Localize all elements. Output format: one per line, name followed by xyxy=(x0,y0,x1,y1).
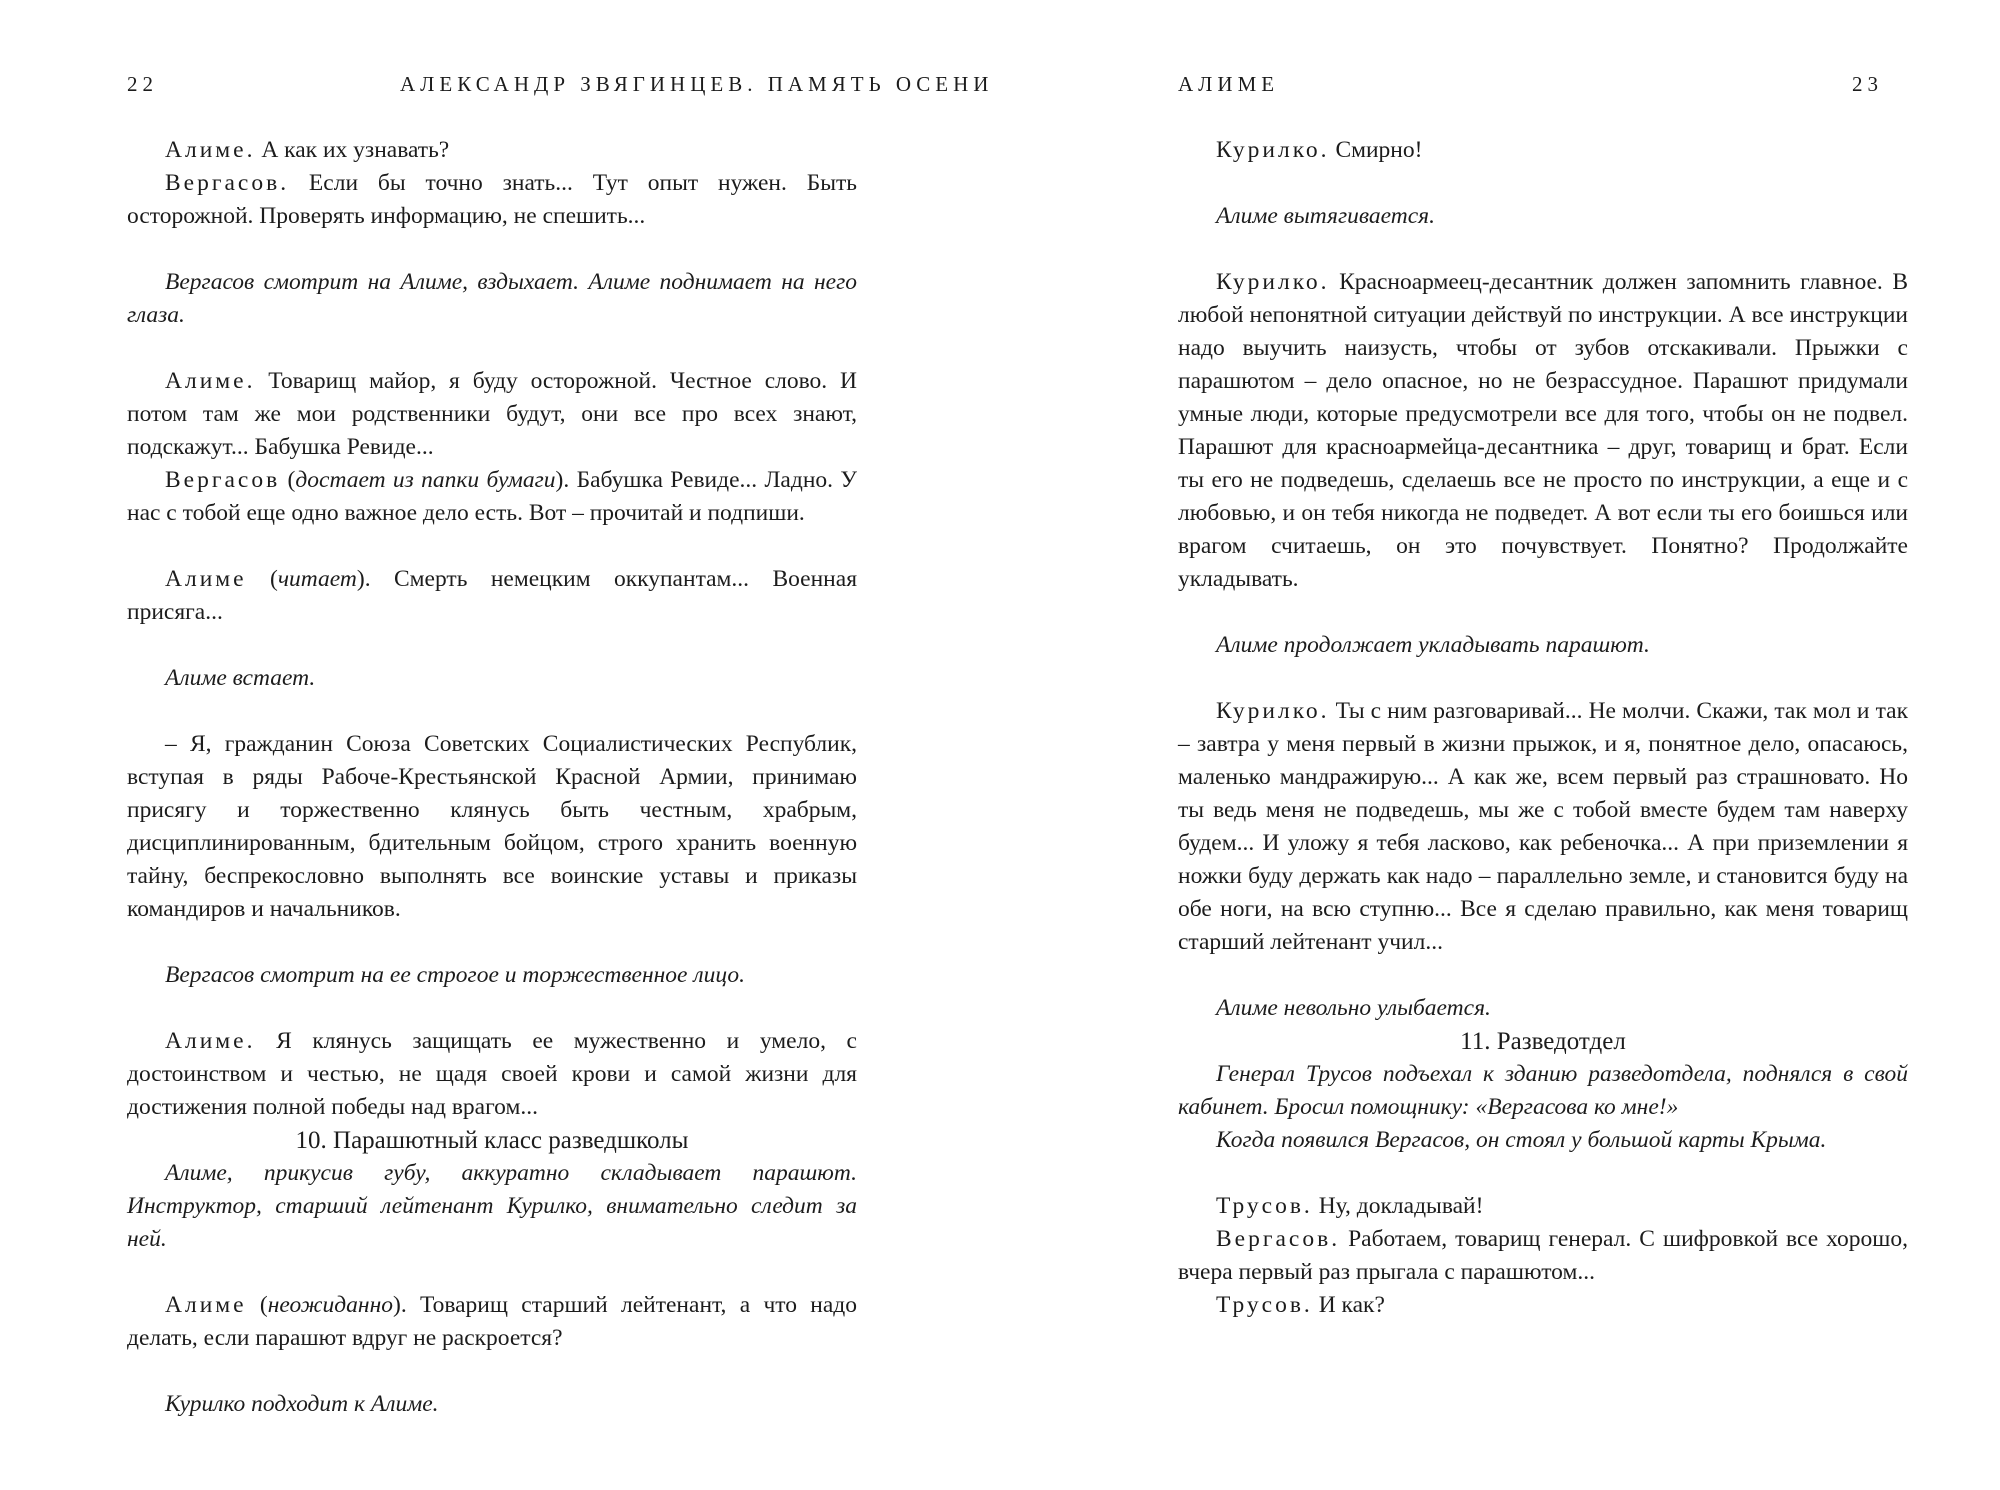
stage-remark: достает из папки бумаги xyxy=(295,467,556,493)
stage-direction: Вергасов смотрит на ее строгое и торжественное лицо. xyxy=(165,962,746,988)
dialogue-line xyxy=(1178,134,1908,167)
page-number: 23 xyxy=(1852,72,1883,96)
speech-text: Я клянусь защищать ее мужественно и умело, с достоинством и честью, не щадя своей крови и самой жизни для достижения полной победы над врагом... xyxy=(127,1028,857,1120)
dialogue-line xyxy=(1178,266,1908,596)
blank-line xyxy=(127,332,857,365)
stage-direction: Курилко подходит к Алиме. xyxy=(165,1391,439,1417)
speech-text: . Товарищ старший лейтенант, а что надо делать, если парашют вдруг не раскроется? xyxy=(127,1292,857,1351)
speech-text: А как их узнавать? xyxy=(255,137,450,163)
speech-text: Работаем, товарищ генерал. С шифровкой все хорошо, вчера первый раз прыгала с парашютом... xyxy=(1178,1226,1908,1285)
speaker-name: Курилко. xyxy=(1216,137,1330,163)
dialogue-line xyxy=(127,1025,857,1124)
speaker-name: Алиме xyxy=(165,1292,247,1318)
dialogue-line xyxy=(1178,1289,1908,1322)
speech-text: Смирно! xyxy=(1329,137,1423,163)
running-head: АЛИМЕ xyxy=(1178,72,1280,96)
oath-paragraph: – Я, гражданин Союза Советских Социалистических Республик, вступая в ряды Рабоче-Крестьянской Красной Армии, принимаю присягу и торжественно клянусь быть честным, храбрым, дисциплинированным, бдительным бойцом, строго хранить военную тайну, беспрекословно выполнять все воинские уставы и приказы командиров и начальников. xyxy=(127,731,857,922)
stage-direction: Генерал Трусов подъехал к зданию разведотдела, поднялся в свой кабинет. Бросил помощнику: «Вергасова ко мне!» xyxy=(1178,1061,1908,1120)
blank-line xyxy=(1178,959,1908,992)
blank-line xyxy=(127,992,857,1025)
stage-direction: Алиме, прикусив губу, аккуратно складывает парашют. Инструктор, старший лейтенант Курилко, внимательно следит за ней. xyxy=(127,1160,857,1252)
page-text xyxy=(1178,134,1908,1322)
speaker-name: Вергасов. xyxy=(165,170,290,196)
speaker-name: Вергасов. xyxy=(1216,1226,1341,1252)
speech-text: Товарищ майор, я буду осторожной. Честное слово. И потом там же мои родственники будут, они все про всех знают, подскажут... Бабушка Ревиде... xyxy=(127,368,857,460)
stage-direction: Алиме продолжает укладывать парашют. xyxy=(1216,632,1650,658)
blank-line xyxy=(1178,167,1908,200)
blank-line xyxy=(127,629,857,662)
speech-text: Красноармеец-десантник должен запомнить главное. В любой непонятной ситуации действуй по инструкции. А все инструкции надо выучить наизусть, чтобы от зубов отскакивали. Прыжки с парашютом – дело опасное, но не безрассудное. Парашют придумали умные люди, которые предусмотрели все для того, чтобы он не подвел. Парашют для красноармейца-десантника – друг, товарищ и брат. Если ты его не подведешь, сделаешь все не просто по инструкции, а еще и с любовью, и он тебя никогда не подведет. А вот если ты его боишься или врагом считаешь, он это почувствует. Понятно? Продолжайте укладывать. xyxy=(1178,269,1908,592)
speaker-name: Курилко. xyxy=(1216,698,1330,724)
dialogue-line xyxy=(127,167,857,233)
blank-line xyxy=(1178,596,1908,629)
page-number: 22 xyxy=(127,72,158,96)
dialogue-line: Алиме (читает). Смерть немецким оккупантам... Военная присяга... xyxy=(127,566,857,625)
stage-direction: Алиме встает. xyxy=(165,665,316,691)
section-heading: 11. Разведотдел xyxy=(1460,1028,1626,1055)
dialogue-line: Вергасов (достает из папки бумаги). Бабушка Ревиде... Ладно. У нас с тобой еще одно важное дело есть. Вот – прочитай и подпиши. xyxy=(127,467,858,526)
blank-line xyxy=(127,233,857,266)
page-text xyxy=(127,134,857,1421)
dialogue-line xyxy=(1178,1190,1908,1223)
speaker-name: Курилко. xyxy=(1216,269,1330,295)
speech-text: . Смерть немецким оккупантам... Военная присяга... xyxy=(127,566,857,625)
speaker-name: Алиме. xyxy=(165,137,256,163)
blank-line xyxy=(127,926,857,959)
dialogue-line xyxy=(127,134,857,167)
dialogue-line xyxy=(1178,695,1908,959)
dialogue-line xyxy=(1178,1223,1908,1289)
speaker-name: Вергасов xyxy=(165,467,281,493)
stage-direction: Алиме вытягивается. xyxy=(1216,203,1435,229)
speech-text: . Бабушка Ревиде... Ладно. У нас с тобой еще одно важное дело есть. Вот – прочитай и подпиши. xyxy=(127,467,858,526)
stage-direction: Алиме невольно улыбается. xyxy=(1216,995,1491,1021)
stage-remark: читает xyxy=(277,566,357,592)
speaker-name: Трусов. xyxy=(1216,1193,1313,1219)
dialogue-line: Алиме (неожиданно). Товарищ старший лейтенант, а что надо делать, если парашют вдруг не раскроется? xyxy=(127,1292,857,1351)
speaker-name: Алиме xyxy=(165,566,247,592)
blank-line xyxy=(1178,662,1908,695)
blank-line xyxy=(127,530,857,563)
blank-line xyxy=(1178,1157,1908,1190)
blank-line xyxy=(127,1355,857,1388)
blank-line xyxy=(127,1256,857,1289)
dialogue-line xyxy=(127,365,857,464)
stage-remark: неожиданно xyxy=(267,1292,393,1318)
right-page xyxy=(1000,0,2000,1490)
blank-line xyxy=(1178,233,1908,266)
speech-text: Если бы точно знать... Тут опыт нужен. Быть осторожной. Проверять информацию, не спешить... xyxy=(127,170,857,229)
running-head: АЛЕКСАНДР ЗВЯГИНЦЕВ. ПАМЯТЬ ОСЕНИ xyxy=(400,72,994,96)
speaker-name: Трусов. xyxy=(1216,1292,1313,1318)
stage-direction: Вергасов смотрит на Алиме, вздыхает. Алиме поднимает на него глаза. xyxy=(127,269,857,328)
section-heading: 10. Парашютный класс разведшколы xyxy=(295,1127,689,1154)
speaker-name: Алиме. xyxy=(165,368,256,394)
speech-text: И как? xyxy=(1312,1292,1385,1318)
speech-text: Ты с ним разговаривай... Не молчи. Скажи, так мол и так – завтра у меня первый в жизни прыжок, и я, понятное дело, опасаюсь, маленько мандражирую... А как же, всем первый раз страшновато. Но ты ведь меня не подведешь, мы же с тобой вместе будем там наверху будем... И уложу я тебя ласково, как ребеночка... А при приземлении я ножки буду держать как надо – параллельно земле, и становится буду на обе ноги, на всю ступню... Все я сделаю правильно, как меня товарищ старший лейтенант учил... xyxy=(1178,698,1908,955)
speech-text: Ну, докладывай! xyxy=(1312,1193,1484,1219)
stage-direction: Когда появился Вергасов, он стоял у большой карты Крыма. xyxy=(1216,1127,1827,1153)
speaker-name: Алиме. xyxy=(165,1028,256,1054)
blank-line xyxy=(127,695,857,728)
